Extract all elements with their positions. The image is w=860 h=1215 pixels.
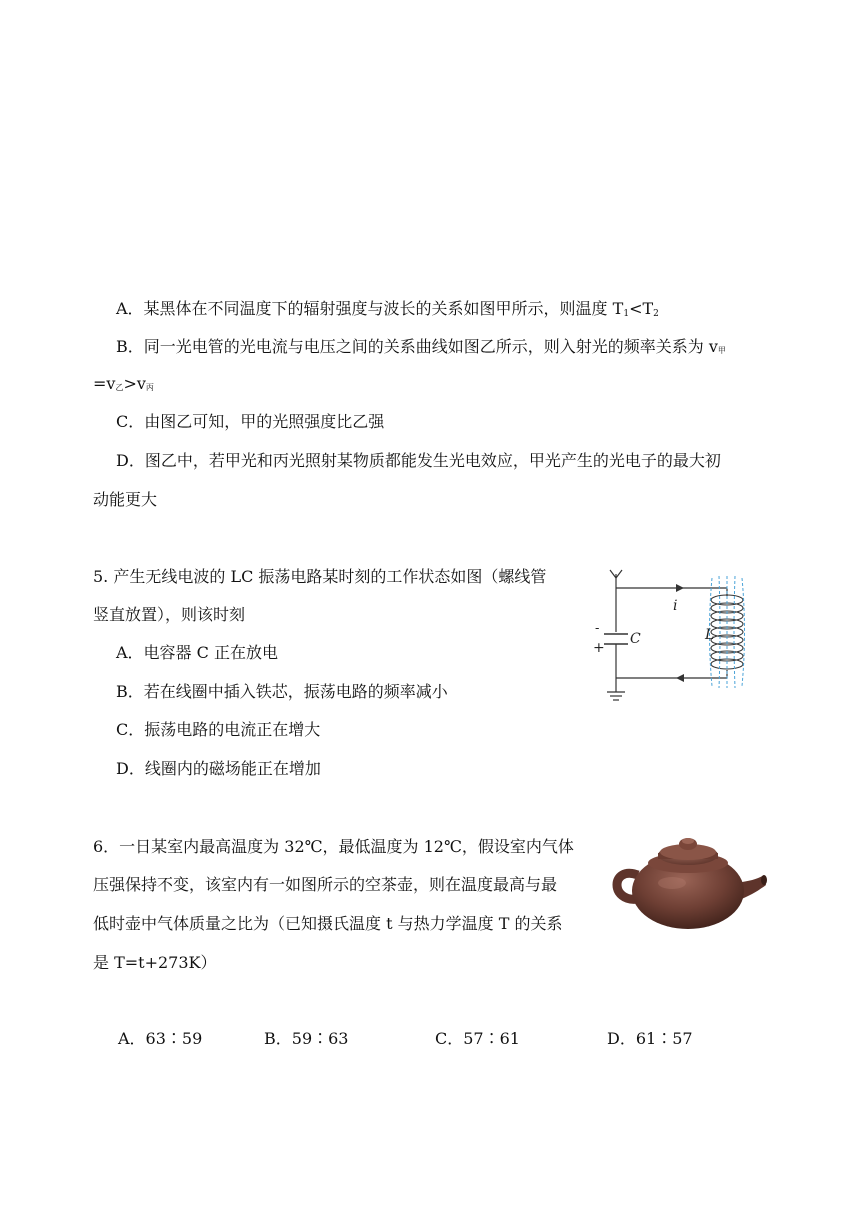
q4-option-b-sub1: 甲: [717, 346, 726, 355]
q6-option-b: B．59∶63: [264, 1029, 349, 1048]
capacitor-plus: +: [593, 640, 605, 656]
q5-option-b: B．若在线圈中插入铁芯，振荡电路的频率减小: [116, 682, 448, 701]
q5-stem-line2: 竖直放置），则该时刻: [93, 605, 246, 624]
magnetic-field-lines: [710, 576, 745, 688]
q4-option-d-line2: 动能更大: [93, 490, 158, 509]
q6-stem-line3: 低时壶中气体质量之比为（已知摄氏温度 t 与热力学温度 T 的关系: [93, 914, 563, 933]
q6-stem-line4: 是 T=t+273K）: [93, 953, 217, 972]
q4-option-a: [116, 298, 659, 325]
current-arrow-bottom: [676, 674, 684, 682]
q4-option-a-mid: <T: [629, 299, 654, 318]
q4-option-b-line1: [116, 336, 726, 362]
q5-option-a: A．电容器 C 正在放电: [116, 643, 278, 662]
q4-option-a-sub1: 1: [623, 309, 630, 319]
q4-option-a-sub2: 2: [653, 309, 659, 319]
current-label: i: [673, 598, 678, 614]
inductor-label: L: [705, 627, 715, 643]
q4-option-b-text1: B．同一光电管的光电流与电压之间的关系曲线如图乙所示，则入射光的频率关系为 v: [116, 337, 718, 356]
q4-option-c: C．由图乙可知，甲的光照强度比乙强: [116, 412, 385, 431]
q6-option-d: D．61∶57: [607, 1029, 693, 1048]
q4-option-b-text2b: >v: [123, 374, 146, 393]
q6-option-a: A．63∶59: [118, 1029, 203, 1048]
lc-circuit-diagram: [585, 568, 775, 718]
q4-option-d-line1: D．图乙中，若甲光和丙光照射某物质都能发生光电效应，甲光产生的光电子的最大初: [116, 451, 721, 470]
q4-option-b-sub3: 丙: [145, 383, 154, 392]
q4-option-b-sub2: 乙: [115, 383, 124, 392]
q6-stem-line1: 6．一日某室内最高温度为 32℃，最低温度为 12℃，假设室内气体: [93, 837, 574, 856]
q4-option-a-text: A．某黑体在不同温度下的辐射强度与波长的关系如图甲所示，则温度 T: [116, 299, 624, 318]
q5-option-d: D．线圈内的磁场能正在增加: [116, 759, 321, 778]
capacitor-label: C: [630, 631, 641, 647]
q6-option-c: C．57∶61: [435, 1029, 520, 1048]
capacitor-minus: -: [595, 621, 600, 636]
teapot-image: [608, 825, 768, 945]
q4-option-b-line2: [93, 373, 154, 399]
q5-option-c: C．振荡电路的电流正在增大: [116, 720, 321, 739]
q6-stem-line2: 压强保持不变，该室内有一如图所示的空茶壶，则在温度最高与最: [93, 875, 558, 894]
q4-option-b-text2a: =v: [93, 374, 116, 393]
current-arrow-top: [676, 584, 684, 592]
q5-stem-line1: 5. 产生无线电波的 LC 振荡电路某时刻的工作状态如图（螺线管: [93, 567, 547, 586]
